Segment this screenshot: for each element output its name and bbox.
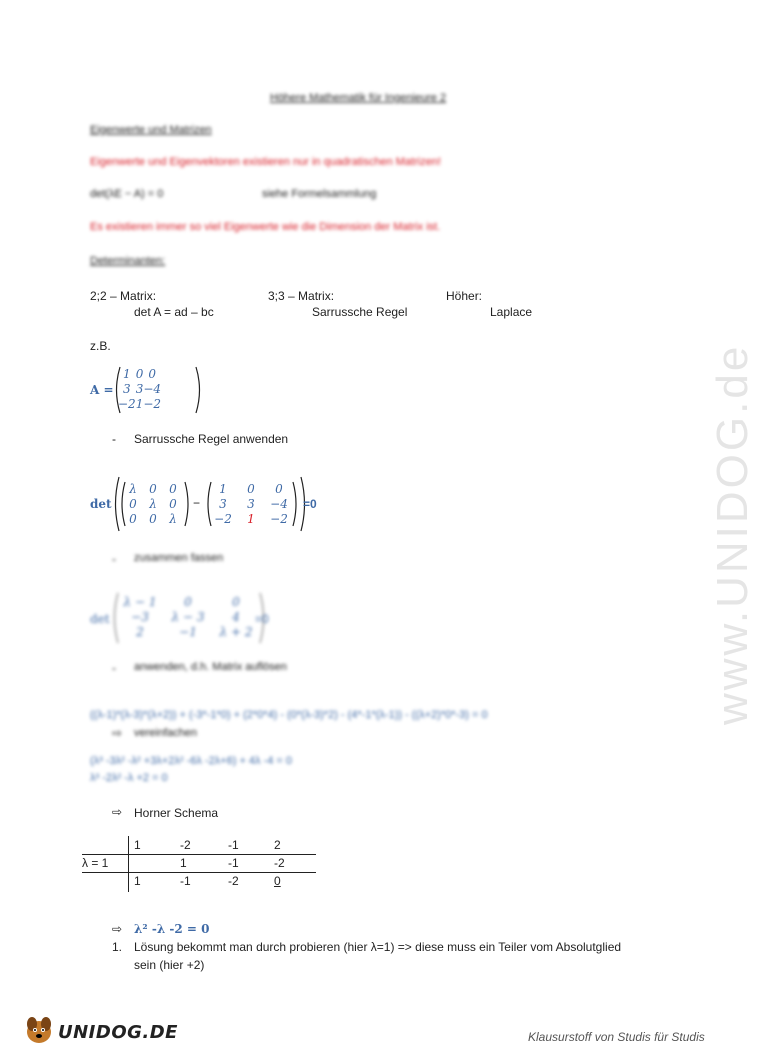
simplified-line-2: λ³ -2λ² -λ +2 = 0 bbox=[90, 772, 168, 784]
step3-bullet: - bbox=[112, 661, 116, 675]
det-2x2-label: 2;2 – Matrix: bbox=[90, 289, 157, 303]
matrix-cell: λ + 2 bbox=[219, 625, 253, 639]
matrix-cell: 3 bbox=[219, 497, 227, 511]
horner-cell: 1 bbox=[180, 856, 187, 870]
matrix-cell: −4 bbox=[270, 497, 288, 511]
horner-cell: -1 bbox=[228, 838, 239, 852]
det-expression bbox=[113, 476, 313, 532]
matrix-cell: 0 bbox=[149, 482, 157, 496]
matrix-cell: −4 bbox=[143, 382, 162, 396]
simplified-line-1: (λ³ -3λ² -λ² +3λ+2λ² -6λ -2λ+6) + 4λ -4 = 0 bbox=[90, 755, 293, 767]
footer-slogan: Klausurstoff von Studis für Studis bbox=[528, 1030, 705, 1044]
matrix-cell: 1 bbox=[123, 367, 131, 381]
dog-mascot-icon bbox=[24, 1014, 54, 1046]
det-suffix: =0 bbox=[303, 497, 317, 511]
matrix-cell: 0 bbox=[129, 497, 137, 511]
matrix-cell: 0 bbox=[169, 497, 177, 511]
horner-table bbox=[82, 836, 316, 892]
matrix-cell: 3 bbox=[135, 382, 144, 396]
step3-text: anwenden, d.h. Matrix auflösen bbox=[134, 661, 287, 673]
det-2x2-rule: det A = ad – bc bbox=[134, 305, 214, 319]
document-title: Höhere Mathematik für Ingenieure 2 bbox=[270, 92, 447, 104]
determinanten-heading: Determinanten: bbox=[90, 255, 166, 267]
combined-matrix bbox=[110, 592, 270, 644]
matrix-cell: λ − 3 bbox=[171, 610, 205, 624]
matrix-cell: 0 bbox=[232, 595, 240, 609]
expansion-line: ((λ-1)*(λ-3)*(λ+2)) + (-3*-1*0) + (2*0*4) - (0*(λ-3)*2) - (4*-1*(λ-1)) - ((λ+2)*0*-3) = 0 bbox=[90, 709, 488, 721]
matrix-cell: −2 bbox=[214, 512, 232, 526]
matrix-cell: 1 bbox=[135, 397, 144, 411]
horner-cell: -2 bbox=[180, 838, 191, 852]
quadratic-arrow-icon: ⇨ bbox=[112, 922, 123, 936]
step4-text: vereinfachen bbox=[134, 727, 197, 739]
step4-arrow-icon: ⇨ bbox=[112, 726, 123, 740]
quadratic-equation: λ² -λ -2 = 0 bbox=[134, 922, 210, 936]
red-note-1: Eigenwerte und Eigenvektoren existieren nur in quadratischen Matrizen! bbox=[90, 156, 441, 168]
step2-bullet: - bbox=[112, 552, 116, 566]
matrix-cell: 0 bbox=[129, 512, 137, 526]
det-higher-rule: Laplace bbox=[490, 305, 533, 319]
horner-cell: -2 bbox=[274, 856, 285, 870]
matrix-cell: λ bbox=[149, 497, 157, 511]
horner-cell: -1 bbox=[180, 874, 191, 888]
horner-cell: -2 bbox=[228, 874, 239, 888]
formula-reference: siehe Formelsammlung bbox=[262, 188, 377, 200]
matrix-a-name: A = bbox=[90, 383, 114, 397]
step2-text: zusammen fassen bbox=[134, 552, 224, 564]
horner-cell: 2 bbox=[274, 838, 281, 852]
arrow-icon: ⇨ bbox=[112, 805, 123, 819]
det-3x3-rule: Sarrussche Regel bbox=[312, 305, 408, 319]
step1-bullet: - bbox=[112, 432, 116, 446]
matrix-cell: 1 bbox=[219, 482, 227, 496]
matrix-cell: 0 bbox=[275, 482, 283, 496]
matrix-cell: λ bbox=[169, 512, 177, 526]
matrix-cell: −3 bbox=[131, 610, 149, 624]
combined-suffix: =0 bbox=[255, 612, 269, 626]
horner-cell: 1 bbox=[134, 838, 141, 852]
matrix-cell: 0 bbox=[148, 367, 157, 381]
matrix-cell: 3 bbox=[123, 382, 131, 396]
matrix-cell: −2 bbox=[118, 397, 136, 411]
watermark: www.UNIDOG.de bbox=[708, 343, 757, 725]
list-item-1-continued: sein (hier +2) bbox=[134, 958, 205, 972]
footer-logo-text: UNIDOG.DE bbox=[58, 1022, 178, 1043]
horner-cell: 1 bbox=[134, 874, 141, 888]
example-label: z.B. bbox=[90, 339, 111, 353]
formula-line: det(λE − A) = 0 bbox=[90, 188, 164, 200]
matrix-cell: 4 bbox=[232, 610, 240, 624]
det-3x3-label: 3;3 – Matrix: bbox=[268, 289, 335, 303]
list-item-1-text: Lösung bekommt man durch probieren (hier λ=1) => diese muss ein Teiler vom Absolutglied bbox=[134, 940, 622, 954]
list-item-1-number: 1. bbox=[112, 940, 123, 954]
matrix-cell: −2 bbox=[270, 512, 288, 526]
matrix-cell: 0 bbox=[169, 482, 177, 496]
step1-text: Sarrussche Regel anwenden bbox=[134, 432, 289, 446]
matrix-cell: 0 bbox=[184, 595, 192, 609]
matrix-cell: −2 bbox=[143, 397, 162, 411]
step5-text: Horner Schema bbox=[134, 806, 219, 820]
det-prefix: det bbox=[90, 497, 112, 511]
red-note-2: Es existieren immer so viel Eigenwerte wie die Dimension der Matrix ist. bbox=[90, 221, 441, 233]
matrix-cell: 2 bbox=[136, 625, 144, 639]
combined-prefix: det bbox=[90, 612, 110, 626]
horner-cell: 0 bbox=[274, 874, 281, 888]
section-heading: Eigenwerte und Matrizen bbox=[90, 124, 212, 136]
matrix-cell: 0 bbox=[149, 512, 157, 526]
matrix-cell: λ bbox=[129, 482, 137, 496]
det-minus: − bbox=[193, 496, 201, 510]
matrix-cell: 0 bbox=[247, 482, 255, 496]
matrix-cell: 1 bbox=[247, 512, 255, 526]
matrix-cell: −1 bbox=[179, 625, 197, 639]
horner-cell: -1 bbox=[228, 856, 239, 870]
det-higher-label: Höher: bbox=[446, 289, 483, 303]
horner-row-label: λ = 1 bbox=[82, 856, 109, 870]
matrix-cell: λ − 1 bbox=[123, 595, 157, 609]
matrix-cell: 0 bbox=[135, 367, 144, 381]
matrix-cell: 3 bbox=[247, 497, 255, 511]
